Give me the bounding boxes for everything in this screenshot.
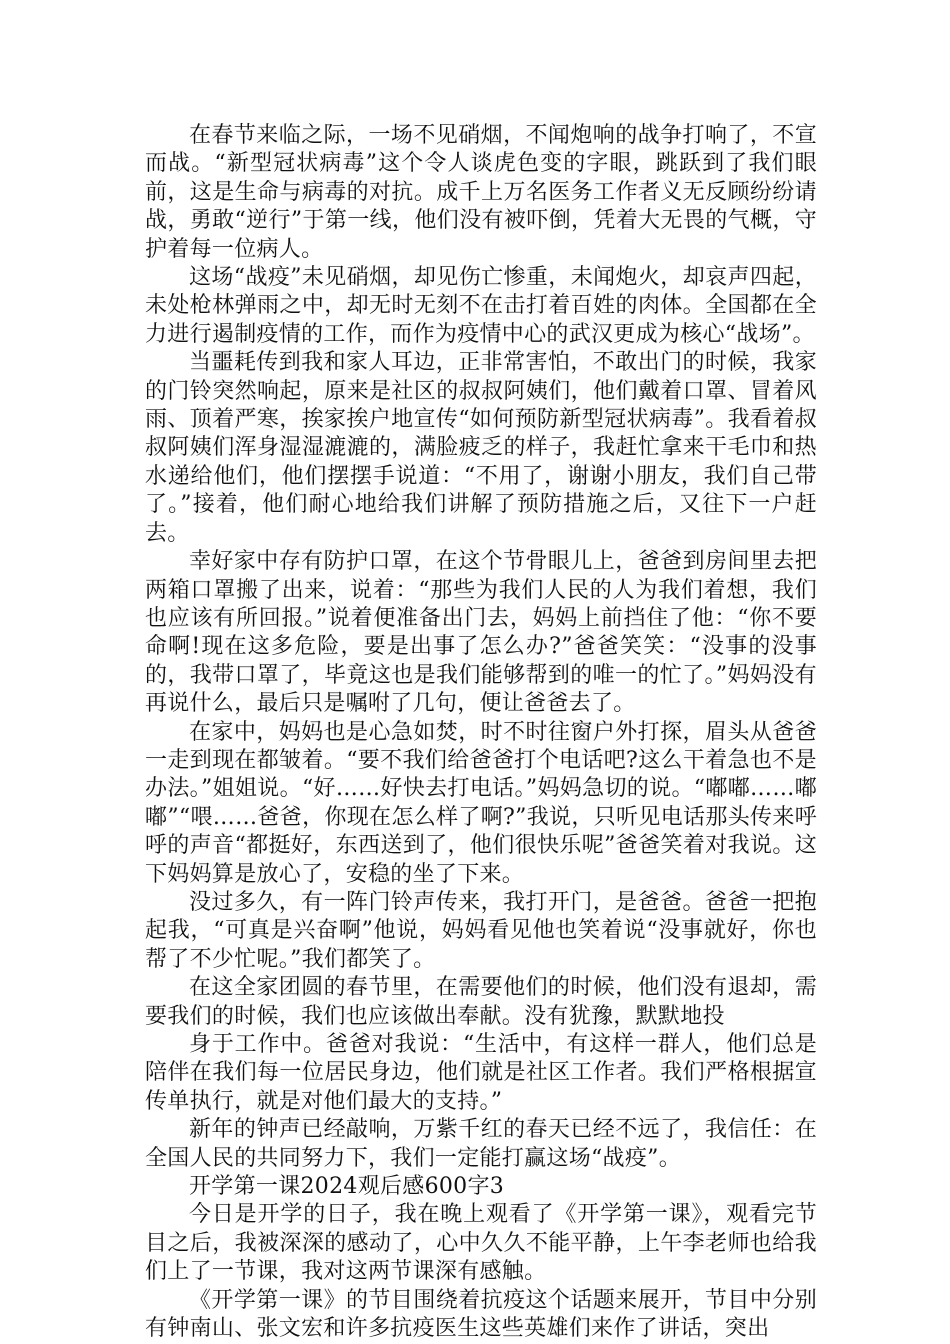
paragraph-11: 《开学第一课》的节目围绕着抗疫这个话题来展开，节目中分别有钟南山、张文宏和许多抗疫医生这些英雄们来作了讲话，突出	[145, 1287, 817, 1342]
paragraph-1: 在春节来临之际，一场不见硝烟，不闻炮响的战争打响了，不宣而战。“新型冠状病毒”这个令人谈虎色变的字眼，跳跃到了我们眼前，这是生命与病毒的对抗。成千上万名医务工作者义无反顾纷纷请战，勇敢“逆行”于第一线，他们没有被吓倒，凭着大无畏的气概，守护着每一位病人。	[145, 123, 817, 262]
paragraph-2: 这场“战疫”未见硝烟，却见伤亡惨重，未闻炮火，却哀声四起，未处枪林弹雨之中，却无时无刻不在击打着百姓的肉体。全国都在全力进行遏制疫情的工作，而作为疫情中心的武汉更成为核心“战场”。	[145, 265, 817, 347]
paragraph-9: 新年的钟声已经敲响，万紫千红的春天已经不远了，我信任：在全国人民的共同努力下，我们一定能打赢这场“战疫”。	[145, 1117, 817, 1171]
paragraph-6: 没过多久，有一阵门铃声传来，我打开门，是爸爸。爸爸一把抱起我，“可真是兴奋啊”他说，妈妈看见他也笑着说“没事就好，你也帮了不少忙呢。”我们都笑了。	[145, 889, 817, 972]
paragraph-8: 身于工作中。爸爸对我说：“生活中，有这样一群人，他们总是陪伴在我们每一位居民身边，他们就是社区工作者。我们严格根据宣传单执行，就是对他们最大的支持。”	[145, 1032, 817, 1114]
section-heading: 开学第一课2024观后感600字3	[189, 1174, 505, 1200]
paragraph-4: 幸好家中存有防护口罩，在这个节骨眼儿上，爸爸到房间里去把两箱口罩搬了出来，说着：“那些为我们人民的人为我们着想，我们也应该有所回报。”说着便准备出门去，妈妈上前挡住了他：“你不要命啊!现在这多危险，要是出事了怎么办?”爸爸笑笑：“没事的没事的，我带口罩了，毕竟这也是我们能够帮到的唯一的忙了。”妈妈没有再说什么，最后只是嘱咐了几句，便让爸爸去了。	[145, 549, 817, 717]
paragraph-3: 当噩耗传到我和家人耳边，正非常害怕，不敢出门的时候，我家的门铃突然响起，原来是社区的叔叔阿姨们，他们戴着口罩、冒着风雨、顶着严寒，挨家挨户地宣传“如何预防新型冠状病毒”。我看着叔叔阿姨们浑身湿湿漉漉的，满脸疲乏的样子，我赶忙拿来干毛巾和热水递给他们，他们摆摆手说道：“不用了，谢谢小朋友，我们自己带了。”接着，他们耐心地给我们讲解了预防措施之后，又往下一户赶去。	[145, 350, 817, 546]
paragraph-7: 在这全家团圆的春节里，在需要他们的时候，他们没有退却，需要我们的时候，我们也应该做出奉献。没有犹豫，默默地投	[145, 975, 817, 1029]
paragraph-5: 在家中，妈妈也是心急如焚，时不时往窗户外打探，眉头从爸爸一走到现在都皱着。“要不我们给爸爸打个电话吧?这么干着急也不是办法。”姐姐说。“好……好快去打电话。”妈妈急切的说。“嘟嘟……嘟嘟”“喂……爸爸，你现在怎么样了啊?”我说，只听见电话那头传来呼呼的声音“都挺好，东西送到了，他们很快乐呢”爸爸笑着对我说。这下妈妈算是放心了，安稳的坐了下来。	[145, 719, 817, 887]
document-body	[145, 122, 817, 1343]
paragraph-10: 今日是开学的日子，我在晚上观看了《开学第一课》，观看完节目之后，我被深深的感动了，心中久久不能平静，上午李老师也给我们上了一节课，我对这两节课深有感触。	[145, 1202, 817, 1285]
